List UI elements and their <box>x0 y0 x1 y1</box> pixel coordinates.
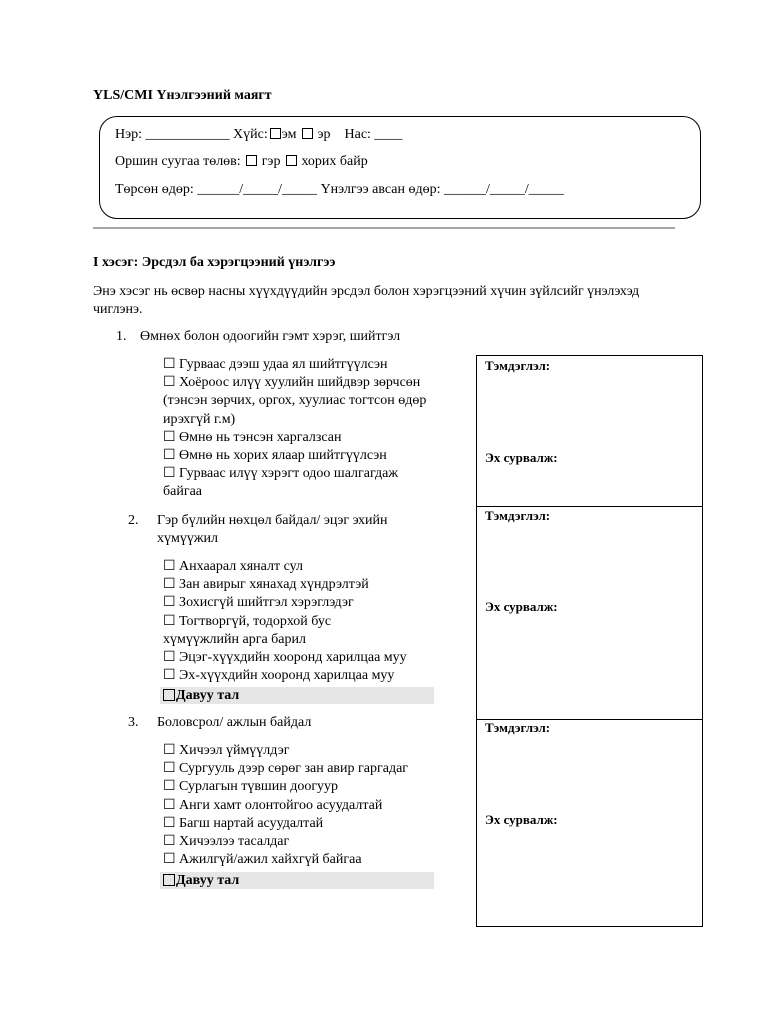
question-2-text-line-1: Гэр бүлийн нөхцөл байдал/ эцэг эхийн <box>157 513 388 528</box>
option-item[interactable]: ☐ Сургууль дээр сөрөг зан авир гаргадаг <box>163 761 409 777</box>
option-item[interactable]: ☐ Ажилгүй/ажил хайхгүй байгаа <box>163 852 362 868</box>
residence-prison-label: хорих байр <box>301 154 368 169</box>
birth-date-field[interactable]: Төрсөн өдөр: ______/_____/_____ <box>115 182 318 197</box>
strengths-checkbox[interactable] <box>163 689 175 701</box>
question-3-text: Боловсрол/ ажлын байдал <box>157 715 312 730</box>
note-label-q2[interactable]: Тэмдэглэл: <box>485 508 551 523</box>
section-separator <box>93 227 675 229</box>
strengths-checkbox[interactable] <box>163 874 175 886</box>
section-intro: Энэ хэсэг нь өсвөр насны хүүхдүүдийн эрсдэл болон хэрэгцээний хүчин зүйлсийг үнэлэхэд чиглэнэ. <box>93 284 640 317</box>
question-2-options <box>163 558 453 685</box>
name-field-label[interactable]: Нэр: ____________ <box>115 127 230 142</box>
option-item[interactable]: ☐ Эх-хүүхдийн хооронд харилцаа муу <box>163 668 395 684</box>
gender-label: Хүйс: <box>233 127 268 142</box>
option-item[interactable]: ☐ Хоёроос илүү хуулийн шийдвэр зөрчсөн <box>163 375 421 391</box>
option-item-continued: байгаа <box>163 484 202 500</box>
form-title: YLS/CMI Үнэлгээний маягт <box>93 88 272 103</box>
assessment-date-field[interactable]: Үнэлгээ авсан өдөр: ______/_____/_____ <box>320 182 564 197</box>
option-item[interactable]: ☐ Гурваас илүү хэрэгт одоо шалгагдаж <box>163 466 399 482</box>
strengths-row-q2 <box>160 687 434 704</box>
source-label-q3[interactable]: Эх сурвалж: <box>485 812 558 827</box>
question-2-text <box>157 512 457 548</box>
option-item[interactable]: ☐ Гурваас дээш удаа ял шийтгүүлсэн <box>163 357 388 372</box>
residence-home-label: гэр <box>261 154 281 169</box>
option-item[interactable]: ☐ Өмнө нь хорих ялаар шийтгүүлсэн <box>163 448 387 464</box>
strengths-label: Давуу тал <box>176 873 240 888</box>
option-item[interactable]: ☐ Өмнө нь тэнсэн харгалзсан <box>163 429 342 445</box>
question-3-number: 3. <box>128 715 139 730</box>
gender-male-checkbox[interactable] <box>302 128 313 139</box>
note-label-q1[interactable]: Тэмдэглэл: <box>485 358 551 373</box>
option-item[interactable]: ☐ Багш нартай асуудалтай <box>163 815 324 831</box>
question-1-options <box>163 356 453 502</box>
header-line-2 <box>115 154 368 170</box>
header-line-3 <box>115 182 564 198</box>
question-1-text: Өмнөх болон одоогийн гэмт хэрэг, шийтгэл <box>140 329 401 344</box>
option-item[interactable]: ☐ Зан авирыг хянахад хүндрэлтэй <box>163 577 369 593</box>
option-item[interactable]: ☐ Хичээлээ тасалдаг <box>163 834 290 850</box>
notes-table <box>476 355 703 927</box>
option-item[interactable]: ☐ Анхаарал хяналт сул <box>163 559 303 574</box>
option-item[interactable]: ☐ Тогтворгүй, тодорхой бус <box>163 613 332 629</box>
note-label-q3[interactable]: Тэмдэглэл: <box>485 720 551 735</box>
notes-row-divider <box>477 506 702 507</box>
option-item[interactable]: ☐ Анги хамт олонтойгоо асуудалтай <box>163 797 383 813</box>
residence-home-checkbox[interactable] <box>246 155 257 166</box>
gender-female-label: эм <box>281 127 297 142</box>
option-item-continued: хүмүүжлийн арга барил <box>163 631 306 647</box>
option-item-continued: (тэнсэн зөрчих, оргох, хуулиас тогтсон өдөр <box>163 393 427 409</box>
option-item-continued: ирэхгүй г.м) <box>163 411 236 427</box>
header-line-1 <box>115 127 402 143</box>
residence-prison-checkbox[interactable] <box>286 155 297 166</box>
option-item[interactable]: ☐ Сурлагын түвшин доогуур <box>163 779 339 795</box>
residence-label: Оршин суугаа төлөв: <box>115 154 241 169</box>
section-title: I хэсэг: Эрсдэл ба хэрэгцээний үнэлгээ <box>93 255 336 270</box>
source-label-q1[interactable]: Эх сурвалж: <box>485 450 558 465</box>
gender-female-checkbox[interactable] <box>270 128 281 139</box>
gender-male-label: эр <box>317 127 331 142</box>
question-3-options <box>163 742 453 869</box>
strengths-row-q3 <box>160 872 434 889</box>
option-item[interactable]: ☐ Зохисгүй шийтгэл хэрэглэдэг <box>163 595 354 611</box>
question-2-number: 2. <box>128 513 139 528</box>
question-2-text-line-2: хүмүүжил <box>157 531 219 546</box>
question-1-number: 1. <box>116 329 127 344</box>
source-label-q2[interactable]: Эх сурвалж: <box>485 599 558 614</box>
strengths-label: Давуу тал <box>176 688 240 703</box>
option-item[interactable]: ☐ Хичээл үймүүлдэг <box>163 743 290 758</box>
age-field-label[interactable]: Нас: ____ <box>344 127 403 142</box>
option-item[interactable]: ☐ Эцэг-хүүхдийн хооронд харилцаа муу <box>163 650 407 666</box>
